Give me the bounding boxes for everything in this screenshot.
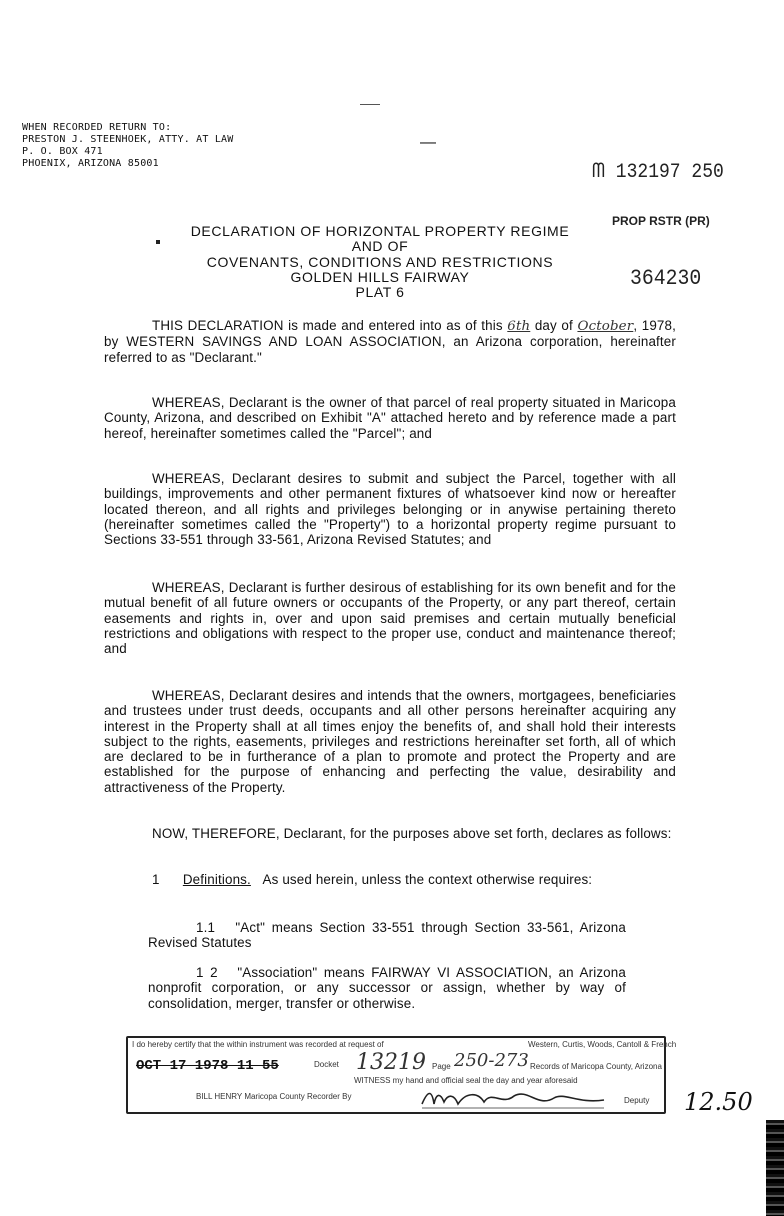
docket-value: 13219 [356, 1050, 426, 1075]
return-address-line: PRESTON J. STEENHOEK, ATTY. AT LAW [22, 134, 234, 145]
paragraph-text: WHEREAS, Declarant is the owner of that parcel of real property situated in Maricopa County, Arizona, and described on Exhibit "A" attached hereto and by reference made a part hereof, hereinafter sometimes called the "Parcel"; and [104, 395, 676, 441]
handwritten-month: October [577, 319, 634, 334]
deputy-label: Deputy [624, 1096, 650, 1105]
intro-text: day of [534, 318, 573, 333]
top-mark [360, 104, 380, 105]
intro-text: THIS DECLARATION is made and entered into as of this [152, 318, 503, 333]
docket-stamp: ᗰ 132197 250 [592, 161, 724, 184]
section-1-definitions [104, 872, 676, 887]
definition-1-1 [148, 920, 626, 951]
definition-number: 1 2 [196, 965, 218, 980]
return-address [22, 122, 234, 170]
title-line: DECLARATION OF HORIZONTAL PROPERTY REGIME [190, 223, 570, 239]
definition-text: "Act" means Section 33-551 through Section 33-561, Arizona Revised Statutes [148, 920, 626, 951]
paragraph-text: WHEREAS, Declarant desires to submit and subject the Parcel, together with all buildings, improvements and other permanent fixtures of whatsoever kind now or hereafter located thereon, and all rights and privileges belonging or in anywise pertaining thereto (hereinafter sometimes called the "Property") to a horizontal property regime pursuant to Sections 33-551 through 33-561, Arizona Revised Statutes; and [104, 471, 676, 548]
whereas-submit-paragraph [104, 471, 676, 547]
title-line: AND OF [351, 238, 409, 254]
fee-handwritten: 12.50 [684, 1088, 753, 1116]
paragraph-text: WHEREAS, Declarant is further desirous of establishing for its own benefit and for the mutual benefit of all future owners or occupants of the Property, or any part thereof, certain easements and rights in, over and upon said premises and certain mutually beneficial restrictions and obligations with respect to the proper use, conduct and maintenance thereof; and [104, 580, 676, 657]
requester-name: Western, Curtis, Woods, Cantoll & French [528, 1040, 677, 1049]
record-number-stamp: 364230 [630, 266, 702, 291]
title-line: COVENANTS, CONDITIONS AND RESTRICTIONS [206, 254, 554, 270]
definition-1-2 [148, 965, 626, 1011]
intro-paragraph [104, 318, 676, 365]
whereas-parcel-paragraph [104, 395, 676, 441]
recorder-text: BILL HENRY Maricopa County Recorder By [196, 1092, 352, 1101]
recording-certificate [126, 1036, 677, 1114]
definition-number: 1.1 [196, 920, 216, 935]
title-line: PLAT 6 [355, 284, 405, 300]
page-label: Page [432, 1062, 451, 1071]
section-text: As used herein, unless the context otherwise requires: [262, 872, 593, 887]
intro-text: , 1978, by WESTERN SAVINGS AND LOAN ASSOCIATION, an Arizona corporation, hereinafter referred to as "Declarant." [104, 318, 676, 365]
handwritten-day: 6th [507, 319, 531, 334]
records-of-text: Records of Maricopa County, Arizona [530, 1062, 662, 1071]
section-number: 1 [152, 872, 160, 887]
return-address-line: PHOENIX, ARIZONA 85001 [22, 158, 159, 169]
witness-text: WITNESS my hand and official seal the day and year aforesaid [354, 1076, 578, 1085]
certify-text: I do hereby certify that the within instrument was recorded at request of [132, 1040, 384, 1049]
scan-edge-artifact [766, 1120, 784, 1216]
paragraph-text: NOW, THEREFORE, Declarant, for the purposes above set forth, declares as follows: [152, 826, 672, 841]
dash-mark: — [420, 134, 436, 151]
whereas-benefits-paragraph [104, 688, 676, 795]
docket-label: Docket [314, 1060, 339, 1069]
now-therefore-paragraph [104, 826, 676, 841]
return-address-line: P. O. BOX 471 [22, 146, 103, 157]
title-line: GOLDEN HILLS FAIRWAY [290, 269, 470, 285]
recording-date: OCT 17 1978 11 55 [136, 1058, 279, 1074]
document-title [160, 224, 600, 300]
definition-text: "Association" means FAIRWAY VI ASSOCIATION, an Arizona nonprofit corporation, or any successor or assign, whether by way of consolidation, merger, transfer or otherwise. [148, 965, 626, 1011]
paragraph-text: WHEREAS, Declarant desires and intends that the owners, mortgagees, beneficiaries and trustees under trust deeds, occupants and all other persons hereinafter acquiring any interest in the Property shall at all times enjoy the benefits of, and shall hold their interests subject to the rights, easements, privileges and restrictions hereinafter set forth, all of which are declared to be in furtherance of a plan to promote and protect the Property and are established for the purpose of enhancing and perfecting the value, desirability and attractiveness of the Property. [104, 688, 676, 795]
prop-rstr-stamp: PROP RSTR (PR) [612, 214, 710, 228]
section-heading: Definitions. [182, 872, 251, 887]
whereas-easements-paragraph [104, 580, 676, 656]
deputy-signature [418, 1086, 608, 1117]
return-address-line: WHEN RECORDED RETURN TO: [22, 122, 172, 133]
page-value: 250-273 [454, 1050, 529, 1071]
